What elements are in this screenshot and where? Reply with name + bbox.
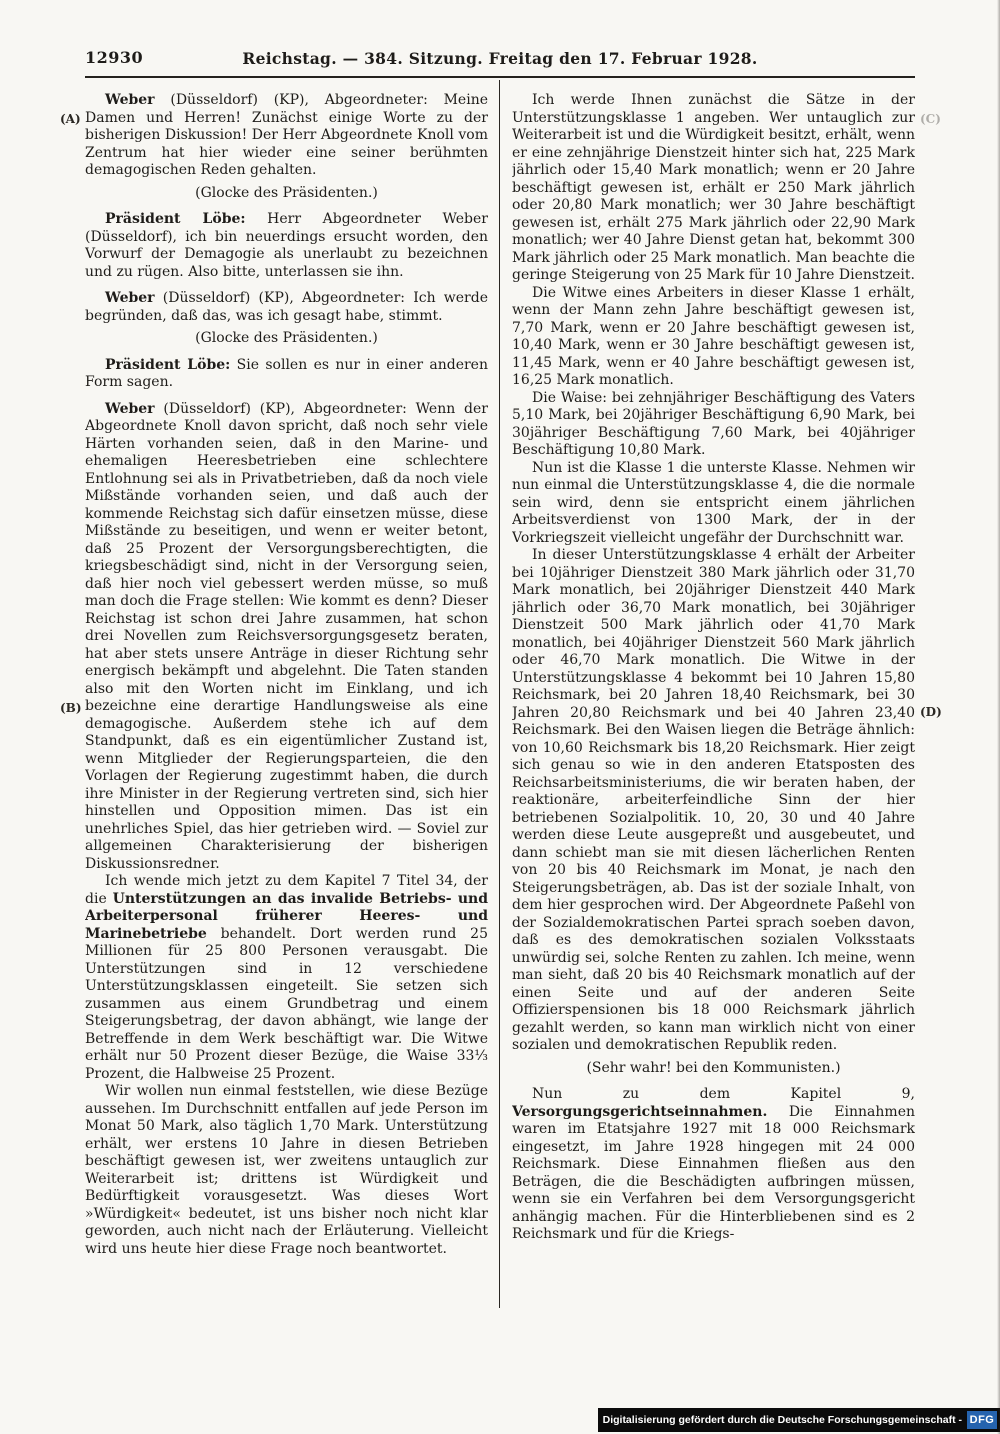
speech-paragraph bbox=[85, 401, 488, 874]
stage-direction: (Glocke des Präsidenten.) bbox=[195, 184, 378, 201]
speech-text: Sie sollen es nur in einer anderen Form sagen. bbox=[85, 356, 488, 390]
emphasis-text: Versorgungsgerichtseinnahmen. bbox=[512, 1103, 768, 1120]
body-text: Ich wende mich jetzt zu dem Kapitel 7 Titel 34, der die bbox=[85, 873, 488, 907]
page-title: Reichstag. — 384. Sitzung. Freitag den 17. Februar 1928. bbox=[242, 49, 758, 68]
stage-direction: (Sehr wahr! bei den Kommunisten.) bbox=[586, 1059, 841, 1076]
digitization-footer bbox=[598, 1408, 1000, 1432]
column-divider bbox=[499, 80, 500, 1308]
page-header bbox=[85, 46, 915, 74]
speech-text: (Düsseldorf) (KP), Abgeordneter: Ich werde begründen, daß das, was ich gesagt habe, stimmt. bbox=[85, 290, 488, 324]
body-text: Nun zu dem Kapitel 9, bbox=[532, 1086, 915, 1102]
body-text: Die Einnahmen waren im Etatsjahre 1927 mit 18 000 Reichsmark eingesetzt, im Jahre 1928 hingegen mit 24 000 Reichsmark. Diese Einnahmen fließen aus den Beträgen, die die Beschädigten aufbringen müssen, wenn sie ein Verfahren bei dem Versorgungsgericht anhängig machen. Für die Hinterbliebenen sind es 2 Reichsmark und für die Kriegs- bbox=[512, 1103, 915, 1242]
speaker-name: Weber bbox=[105, 400, 155, 417]
speech-text: Herr Abgeordneter Weber (Düsseldorf), ich bin neuerdings ersucht worden, den Vorwurf der Demagogie als unerlaubt zu bezeichnen und zu rügen. Also bitte, unterlassen sie ihn. bbox=[85, 211, 488, 280]
speaker-name: Weber bbox=[105, 290, 155, 306]
dfg-logo: DFG bbox=[967, 1411, 997, 1429]
body-paragraph: Die Witwe eines Arbeiters in dieser Klasse 1 erhält, wenn der Mann zehn Jahre beschäftigt gewesen ist, 7,70 Mark, wenn er 20 Jahre beschäftigt gewesen ist, 10,40 Mark, wenn er 30 Jahre beschäftigt gewesen ist, 11,45 Mark, wenn er 40 Jahre beschäftigt gewesen ist, 16,25 Mark monatlich. bbox=[512, 284, 915, 388]
margin-marker-d: (D) bbox=[920, 705, 942, 719]
speech-paragraph bbox=[85, 290, 488, 325]
speech-paragraph bbox=[85, 211, 488, 281]
left-column bbox=[85, 92, 488, 1314]
body-paragraph: Wir wollen nun einmal feststellen, wie diese Bezüge aussehen. Im Durchschnitt entfallen auf jede Person im Monat 50 Mark, also täglich 1,70 Mark. Unterstützung erhält, wer erstens 10 Jahre in diesen Betrieben beschäftigt gewesen ist, wer zweitens untauglich zur Weiterarbeit ist; drittens ist Würdigkeit und Bedürftigkeit vorausgesetzt. Was dieses Wort »Würdigkeit« bedeutet, ist uns bisher noch nicht klar geworden, auch nicht nach der Erläuterung. Vielleicht wird uns heute hier diese Frage noch beantwortet. bbox=[85, 1083, 488, 1257]
margin-marker-b: (B) bbox=[60, 701, 82, 715]
body-paragraph: Nun ist die Klasse 1 die unterste Klasse. Nehmen wir nun einmal die Unterstützungsklasse 4, die die normale sein wird, denn sie entspricht einem jährlichen Arbeitsverdienst von 1300 Mark, der in der Vorkriegszeit vielleicht ungefähr der Durchschnitt war. bbox=[512, 459, 915, 546]
body-paragraph bbox=[512, 1086, 915, 1244]
body-paragraph bbox=[85, 873, 488, 1083]
stage-direction: (Glocke des Präsidenten.) bbox=[195, 330, 378, 346]
page-number: 12930 bbox=[85, 48, 144, 67]
right-column bbox=[512, 92, 915, 1314]
emphasis-text: Unterstützungen an das invalide Betriebs- und Arbeiterpersonal früherer Heeres- und Marinebetriebe bbox=[85, 890, 488, 942]
margin-marker-c: (C) bbox=[920, 112, 941, 126]
body-paragraph: Die Waise: bei zehnjähriger Beschäftigung des Vaters 5,10 Mark, bei 20jähriger Beschäftigung 6,90 Mark, bei 30jähriger Beschäftigung 7,60 Mark, bei 40jähriger Beschäftigung 10,80 Mark. bbox=[512, 389, 915, 458]
speaker-name: Weber bbox=[105, 92, 155, 108]
speech-paragraph bbox=[85, 92, 488, 180]
speech-text: (Düsseldorf) (KP), Abgeordneter: Meine Damen und Herren! Zunächst einige Worte zu der bisherigen Diskussion! Der Herr Abgeordnete Knoll vom Zentrum hat hier wieder eine seiner berühmten demagogischen Reden gehalten. bbox=[85, 92, 488, 178]
body-paragraph: In dieser Unterstützungsklasse 4 erhält der Arbeiter bei 10jähriger Dienstzeit 380 Mark jährlich oder 31,70 Mark monatlich, bei 20jähriger Dienstzeit 440 Mark jährlich oder 36,70 Mark monatlich, bei 30jähriger Dienstzeit 500 Mark jährlich oder 41,70 Mark monatlich, bei 40jähriger Dienstzeit 560 Mark jährlich oder 46,70 Mark monatlich. Die Witwe in der Unterstützungsklasse 4 bekommt bei 10 Jahren 15,80 Reichsmark, bei 20 Jahren 18,40 Reichsmark, bei 30 Jahren 20,80 Reichsmark und bei 40 Jahren 23,40 Reichsmark. Bei den Waisen liegen die Beträge ähnlich: von 10,60 Reichsmark bis 18,20 Reichsmark. Hier zeigt sich genau so wie in den anderen Etatsposten des Reichsarbeitsministeriums, die wir beraten haben, der reaktionäre, arbeiterfeindliche Sinn der hier betriebenen Sozialpolitik. 10, 20, 30 und 40 Jahre werden diese Leute ausgepreßt und ausgebeutet, und dann schiebt man sie mit diesen lächerlichen Renten von 20 bis 40 Reichsmark im Monat, je nach den Steigerungsbeträgen, ab. Das ist der soziale Inhalt, von dem hier gesprochen wird. Der Abgeordnete Paßehl von der Sozialdemokratischen Partei sprach soeben davon, daß es des demokratischen sozialen Volksstaats unwürdig sei, solche Renten zu zahlen. Ich meine, wenn man sieht, daß 20 bis 40 Reichsmark monatlich auf der einen Seite und auf der anderen Seite Offizierspensionen bis 18 000 Reichsmark jährlich gezahlt werden, so kann man wirklich nicht von einer sozialen und demokratischen Republik reden. bbox=[512, 547, 915, 1053]
speech-paragraph bbox=[85, 357, 488, 392]
speaker-name: Präsident Löbe: bbox=[105, 211, 246, 227]
body-text: behandelt. Dort werden rund 25 Millionen für 25 800 Personen verausgabt. Die Unterstützungen sind in 12 verschiedene Unterstützungsklassen eingeteilt. Sie setzen sich zusammen aus einem Grundbetrag und einem Steigerungsbetrag, der davon abhängt, wie lange der Betreffende in dem Werk beschäftigt war. Die Witwe erhält nur 50 Prozent dieser Bezüge, die Waise 33⅓ Prozent, die Halbweise 25 Prozent. bbox=[85, 925, 488, 1082]
margin-marker-a: (A) bbox=[60, 112, 81, 126]
digitization-credit: Digitalisierung gefördert durch die Deutsche Forschungsgemeinschaft - bbox=[602, 1414, 962, 1426]
body-paragraph: Ich werde Ihnen zunächst die Sätze in der Unterstützungsklasse 1 angeben. Wer untauglich zur Weiterarbeit ist und die Würdigkeit besitzt, erhält, wenn er eine zehnjährige Dienstzeit hinter sich hat, 225 Mark jährlich oder 15,40 Mark monatlich; wenn er 20 Jahre beschäftigt gewesen ist, erhält er 250 Mark jährlich oder 20,80 Mark monatlich; wer 30 Jahre beschäftigt gewesen ist, erhält 275 Mark jährlich oder 22,90 Mark monatlich; wer 40 Jahre Dienst getan hat, bekommt 300 Mark jährlich oder 25 Mark monatlich. Man beachte die geringe Steigerung von 25 Mark für 10 Jahre Dienstzeit. bbox=[512, 92, 915, 283]
header-rule bbox=[85, 76, 915, 78]
speaker-name: Präsident Löbe: bbox=[105, 356, 231, 373]
speech-text: (Düsseldorf) (KP), Abgeordneter: Wenn der Abgeordnete Knoll davon spricht, daß noch sehr viele Härten vorhanden seien, daß in den Marine- und ehemaligen Heeresbetrieben eine schlechtere Entlohnung sei als in Privatbetrieben, daß da noch viele Mißstände vorhanden seien, und daß auch der kommende Reichstag sich dafür einsetzen müsse, diese Mißstände zu beseitigen, und wenn er weiter betont, daß 25 Prozent der Versorgungsberechtigten, die kriegsbeschädigt sind, nicht in der Versorgung seien, daß hier noch viel gebessert werden müsse, so muß man doch die Frage stellen: Wie kommt es denn? Dieser Reichstag ist schon drei Jahre zusammen, hat schon drei Novellen zum Reichsversorgungsgesetz beraten, hat aber stets unsere Anträge in dieser Richtung sehr energisch bekämpft und abgelehnt. Die Taten standen also mit den Worten nicht im Einklang, und ich bezeichne eine derartige Handlungsweise als eine demagogische. Außerdem stehe ich auf dem Standpunkt, daß es ein eigentümlicher Zustand ist, wenn Mitglieder der Regierungsparteien, die den Vorlagen der Regierung zugestimmt haben, die durch ihre Minister in der Regierung vertreten sind, sich hier hinstellen und Opposition mimen. Das ist ein unehrliches Spiel, das hier getrieben wird. — Soviel zur allgemeinen Charakterisierung der bisherigen Diskussionsredner. bbox=[85, 400, 488, 872]
